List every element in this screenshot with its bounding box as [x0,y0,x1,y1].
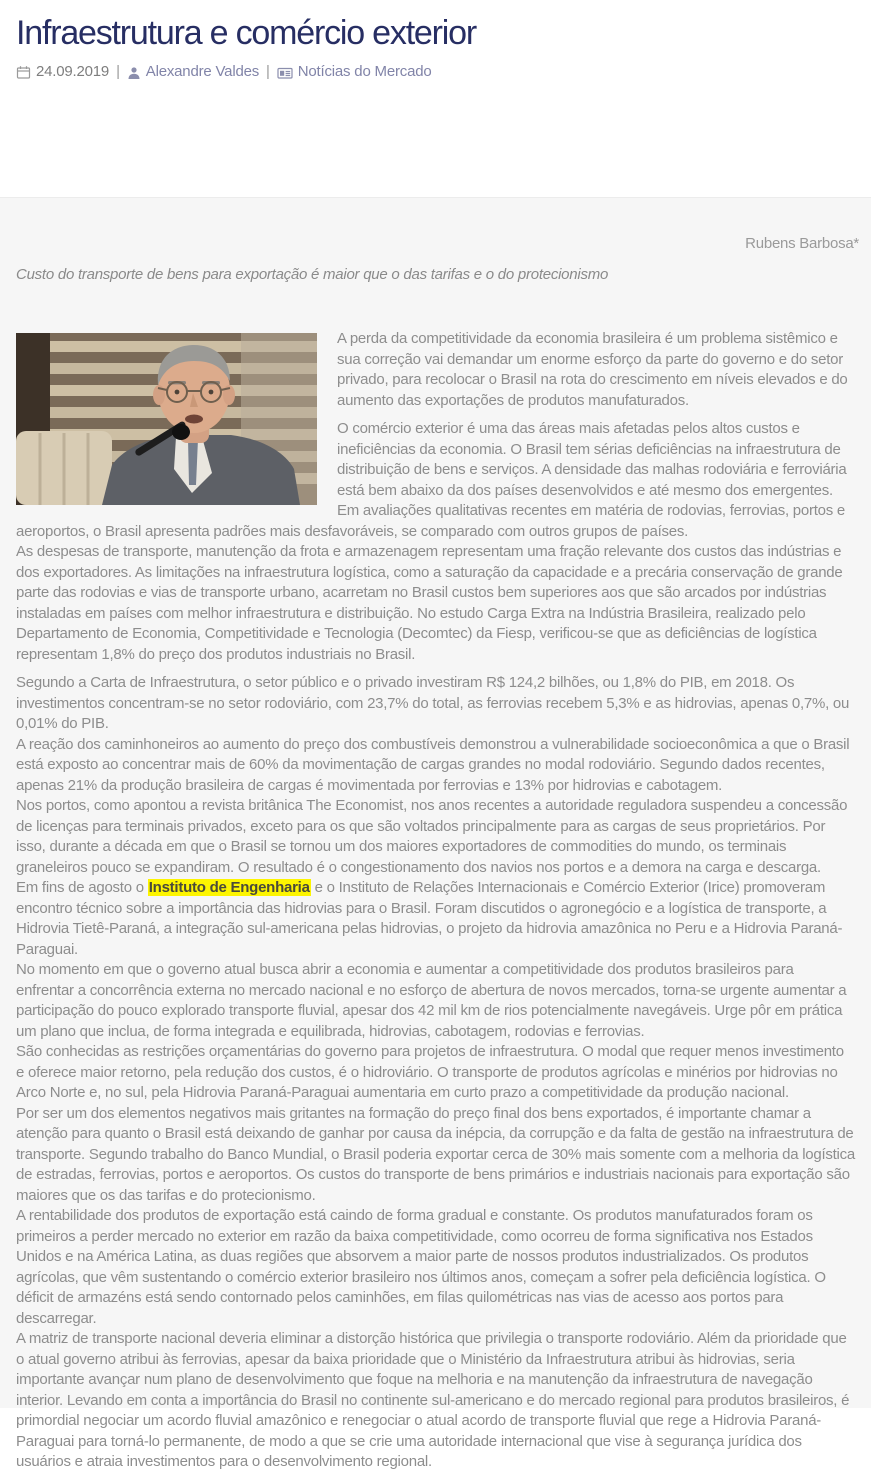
article-paragraph: São conhecidas as restrições orçamentárias do governo para projetos de infraestrutura. O modal que requer menos investimento e oferece maior retorno, pela redução dos custos, é o hidroviário. O transporte de produtos agrícolas e minérios por hidrovias no Arco Norte e, no sul, pela Hidrovia Paraná-Paraguai aumentaria em curto prazo a competitividade da produção nacional. [16,1043,844,1101]
article-paragraph: As despesas de transporte, manutenção da frota e armazenagem representam uma fração relevante dos custos das indústrias e dos exportadores. As limitações na infraestrutura logística, como a saturação da capacidade e a precária conservação de grande parte das rodovias e vias de transporte urbano, acarretam no Brasil custos bem superiores aos que são arcados por indústrias instaladas em países com melhor infraestrutura e distribuição. No estudo Carga Extra na Indústria Brasileira, realizado pelo Departamento de Economia, Competitividade e Tecnologia (Decomtec) da Fiesp, verificou-se que as deficiências de logística representam 1,8% do preço dos produtos industriais no Brasil. [16,543,843,663]
chair-graphic [16,431,112,505]
meta-separator: | [116,63,120,80]
article-paragraph: A perda da competitividade da economia brasileira é um problema sistêmico e sua correção vai demandar um enorme esforço da parte do governo e do setor privado, para recolocar o Brasil na rota do crescimento em níveis elevados e do aumento das exportações de produtos manufaturados. [337,330,848,409]
calendar-icon [16,65,31,80]
article-photo [16,333,317,505]
category-link[interactable]: Notícias do Mercado [297,63,432,80]
article-author-byline: Rubens Barbosa* [745,235,859,252]
meta-separator: | [266,63,270,80]
article-body [0,197,871,1470]
article-paragraph: O comércio exterior é uma das áreas mais afetadas pelos altos custos e ineficiências da economia. O Brasil tem sérias deficiências na infraestrutura de distribuição de bens e serviços. A densidade das malhas rodoviária e ferroviária está bem abaixo da dos países desenvolvidos e até mesmo dos emergentes. Em avaliações qualitativas recentes em matéria de rodovias, ferrovias, portos e aeroportos, o Brasil apresenta padrões mais desfavoráveis, se comparado com outros grupos de países. [16,420,847,540]
article-meta [16,63,855,80]
article-header [0,0,871,197]
article-paragraph: A reação dos caminhoneiros ao aumento do preço dos combustíveis demonstrou a vulnerabilidade socioeconômica a que o Brasil está exposto ao concentrar mais de 60% da movimentação de cargas grandes no modal rodoviário. Segundo dados recentes, apenas 21% da produção brasileira de cargas é movimentada por ferrovias e 13% por hidrovias e cabotagem. [16,735,850,794]
highlighted-link[interactable]: Instituto de Engenharia [148,879,310,896]
article-paragraph: Em fins de agosto o Instituto de Engenharia e o Instituto de Relações Internacionais e Comércio Exterior (Irice) promoveram encontro técnico sobre a importância das hidrovias para o Brasil. Foram discutidos o agronegócio e a logística de transporte, a Hidrovia Tietê-Paraná, a integração sul-americana pelas hidrovias, o projeto da hidrovia amazônica no Peru e a Hidrovia Paraná-Paraguai. [16,879,843,958]
publish-date: 24.09.2019 [36,63,110,80]
author-icon [127,66,141,80]
article-paragraph: Por ser um dos elementos negativos mais gritantes na formação do preço final dos bens exportados, é importante chamar a atenção para quanto o Brasil está deixando de ganhar por causa da inépcia, da corrupção e da falta de gestão na infraestrutura de transporte. Segundo trabalho do Banco Mundial, o Brasil poderia exportar cerca de 30% mais somente com a melhoria da logística de estradas, ferrovias, portos e aeroportos. Os custos do transporte de bens primários e industriais nacionais para exportação são maiores que os das tarifas e do protecionismo. [16,1104,855,1204]
article-paragraph: A rentabilidade dos produtos de exportação está caindo de forma gradual e constante. Os produtos manufaturados foram os primeiros a perder mercado no exterior em razão da baixa competitividade, como ocorreu de forma significativa nos Estados Unidos e na América Latina, as duas regiões que absorvem a maior parte de nossos produtos industrializados. Os produtos agrícolas, que vêm sustentando o comércio exterior brasileiro nos últimos anos, começam a sofrer pela deficiência logística. O déficit de armazéns está sendo contornado pelos caminhões, em filas quilométricas nas vias de acesso aos portos para descarregar. [16,1207,826,1327]
article-paragraph: A matriz de transporte nacional deveria eliminar a distorção histórica que privilegia o transporte rodoviário. Além da prioridade que o atual governo atribui às ferrovias, apesar da baixa prioridade que o Ministério da Infraestrutura atribui às hidrovias, seria importante avançar num plano de desenvolvimento que foque na melhoria e na manutenção da infraestrutura de navegação interior. Levando em conta a importância do Brasil no continente sul-americano e do mercado regional para produtos brasileiros, é primordial negociar um acordo fluvial amazônico e renegociar o atual acordo de transporte fluvial que rege a Hidrovia Paraná-Paraguai para torná-lo permanente, de modo a que se crie uma autoridade internacional que vise à segurança jurídica dos usuários e atraia investimentos para o desenvolvimento regional. [16,1330,850,1470]
article-paragraph: No momento em que o governo atual busca abrir a economia e aumentar a competitividade dos produtos brasileiros para enfrentar a concorrência externa no mercado nacional e no esforço de abertura de novos mercados, torna-se urgente aumentar a participação do pouco explorado transporte fluvial, apesar dos 42 mil km de rios potencialmente navegáveis. Urge pôr em prática um plano que inclua, de forma integrada e equilibrada, hidrovias, cabotagem, rodovias e ferrovias. [16,961,847,1040]
article-paragraph: Nos portos, como apontou a revista britânica The Economist, nos anos recentes a autoridade reguladora suspendeu a concessão de licenças para terminais privados, exceto para os que são voltados principalmente para as cargas de seus proprietários. Por isso, durante a década em que o Brasil se tornou um dos maiores exportadores de commodities do mundo, os terminais graneleiros pouco se expandiram. O resultado é o congestionamento dos navios nos portos e a demora na carga e descarga. [16,797,848,876]
article-subtitle: Custo do transporte de bens para exportação é maior que o das tarifas e o do protecionismo [16,265,609,283]
article-paragraph: Segundo a Carta de Infraestrutura, o setor público e o privado investiram R$ 124,2 bilhões, ou 1,8% do PIB, em 2018. Os investimentos concentram-se no setor rodoviário, com 23,7% do total, as ferrovias recebem 5,3% e as hidrovias, apenas 0,7%, ou 0,01% do PIB. [16,674,850,732]
page-title: Infraestrutura e comércio exterior [16,14,476,52]
article-content [16,329,855,1473]
author-link[interactable]: Alexandre Valdes [145,63,260,80]
category-icon [277,66,293,80]
